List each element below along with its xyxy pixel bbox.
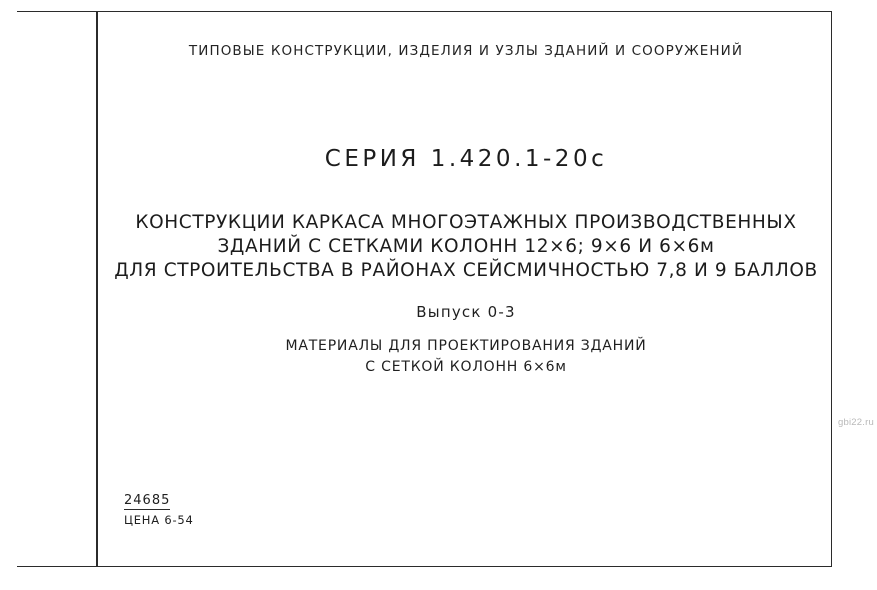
title-line-1: КОНСТРУКЦИИ КАРКАСА МНОГОЭТАЖНЫХ ПРОИЗВОДСТВЕННЫХ — [135, 212, 797, 233]
subtitle-line-2: С СЕТКОЙ КОЛОНН 6×6м — [365, 359, 567, 375]
title-line-2: ЗДАНИЙ С СЕТКАМИ КОЛОНН 12×6; 9×6 И 6×6м — [217, 236, 715, 257]
document-subtitle — [100, 336, 832, 378]
footer-block — [124, 489, 194, 527]
document-title — [100, 211, 832, 283]
subtitle-line-1: МАТЕРИАЛЫ ДЛЯ ПРОЕКТИРОВАНИЯ ЗДАНИЙ — [285, 338, 647, 354]
series-designation: СЕРИЯ 1.420.1-20с — [324, 146, 608, 172]
binding-edge-rule — [96, 11, 98, 567]
document-code: 24685 — [124, 493, 171, 508]
title-page-content — [100, 11, 832, 567]
issue-number: Выпуск 0-3 — [416, 303, 516, 321]
watermark-text: gbi22.ru — [838, 417, 874, 428]
document-price: ЦЕНА 6-54 — [124, 513, 194, 527]
title-line-3: ДЛЯ СТРОИТЕЛЬСТВА В РАЙОНАХ СЕЙСМИЧНОСТЬЮ 7,8 И 9 БАЛЛОВ — [114, 260, 818, 281]
document-header-line: ТИПОВЫЕ КОНСТРУКЦИИ, ИЗДЕЛИЯ И УЗЛЫ ЗДАНИЙ И СООРУЖЕНИЙ — [188, 43, 744, 59]
